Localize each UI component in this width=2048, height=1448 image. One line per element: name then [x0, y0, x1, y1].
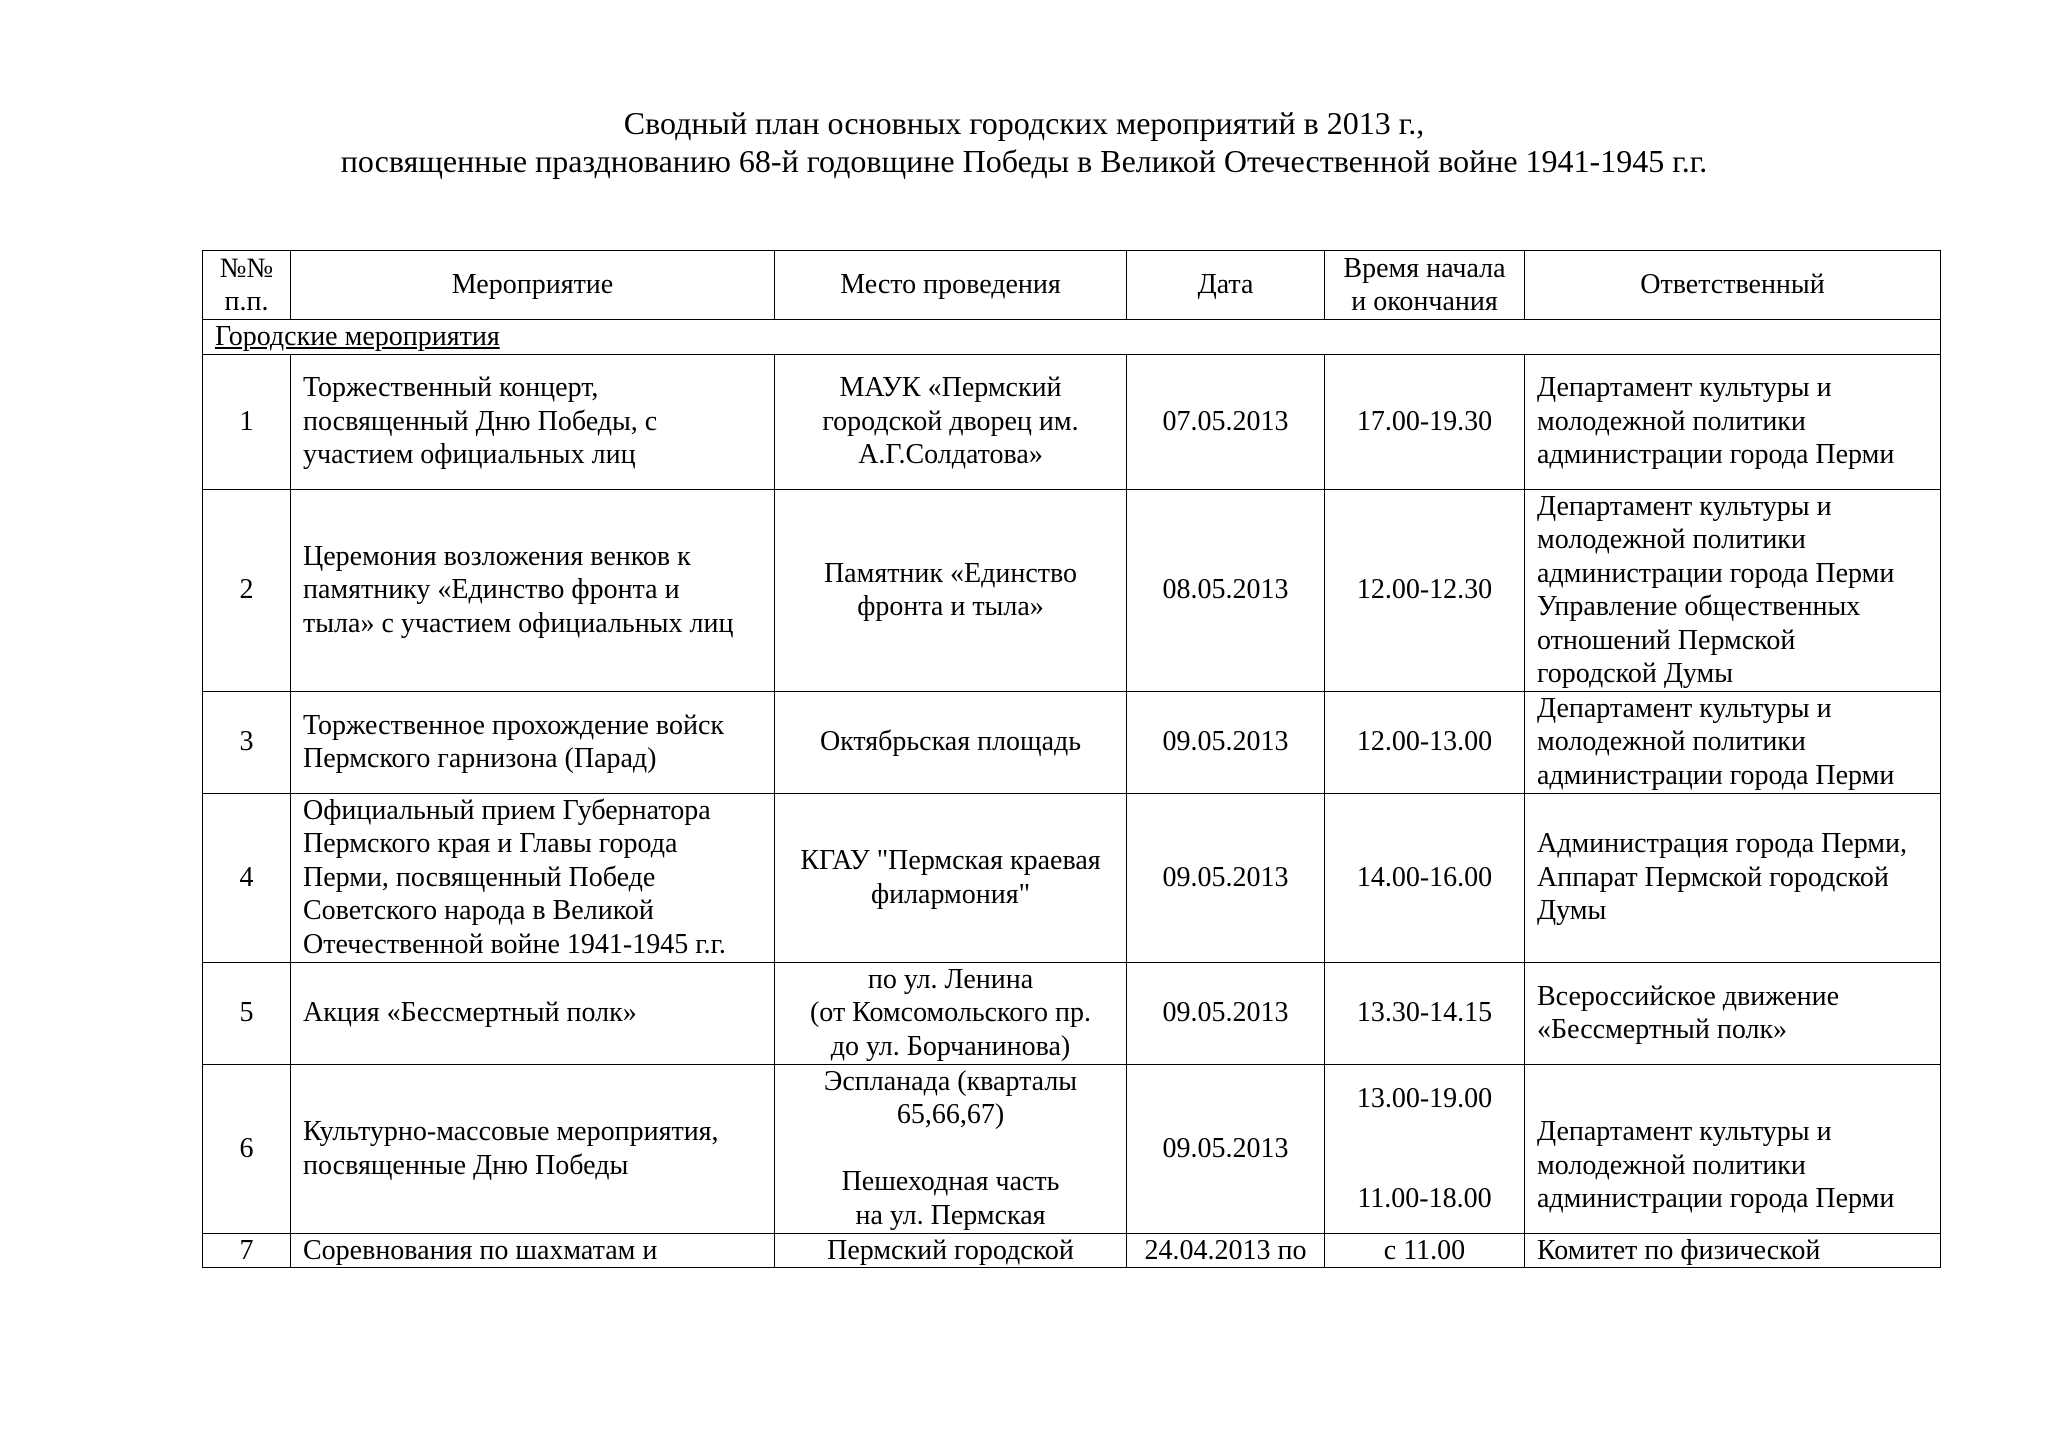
row-responsible — [1525, 1064, 1941, 1233]
row-time: 17.00-19.30 — [1325, 354, 1525, 489]
event-line: Официальный прием Губернатора — [303, 794, 711, 826]
row-responsible — [1525, 1233, 1941, 1268]
responsible-line: молодежной политики — [1537, 1149, 1806, 1181]
time-line: 11.00-18.00 — [1357, 1183, 1492, 1214]
row-date: 09.05.2013 — [1127, 1064, 1325, 1233]
venue-line: Памятник «Единство — [823, 557, 1078, 589]
title-line-2: посвященные празднованию 68-й годовщине Победы в Великой Отечественной войне 1941-1945 г.г. — [340, 143, 1708, 179]
row-number: 3 — [203, 691, 291, 793]
venue-line: Пешеходная часть — [841, 1166, 1060, 1198]
responsible-line: Департамент культуры и — [1537, 692, 1832, 724]
responsible-line: Думы — [1537, 895, 1607, 927]
responsible-line: Комитет по физической — [1537, 1234, 1821, 1266]
event-line: Отечественной войне 1941-1945 г.г. — [303, 928, 726, 960]
row-date: 24.04.2013 по — [1127, 1233, 1325, 1268]
event-line: памятнику «Единство фронта и — [303, 574, 680, 606]
header-number-line1: №№ — [219, 252, 274, 284]
venue-line: на ул. Пермская — [855, 1199, 1046, 1231]
event-line: Культурно-массовые мероприятия, — [303, 1116, 719, 1147]
responsible-line: молодежной политики — [1537, 726, 1806, 758]
header-time — [1325, 251, 1525, 320]
table-row — [203, 1233, 1941, 1268]
responsible-line: администрации города Перми — [1537, 439, 1895, 471]
row-number: 6 — [203, 1064, 291, 1233]
event-line: посвященный Дню Победы, с — [303, 405, 658, 437]
event-line: Пермского гарнизона (Парад) — [303, 743, 657, 774]
row-responsible — [1525, 691, 1941, 793]
row-venue — [775, 354, 1127, 489]
row-time: с 11.00 — [1325, 1233, 1525, 1268]
section-row — [203, 320, 1941, 355]
venue-line: филармония" — [870, 878, 1031, 910]
venue-line: до ул. Борчанинова) — [830, 1030, 1071, 1062]
venue-line: А.Г.Солдатова» — [858, 439, 1043, 471]
responsible-line: Департамент культуры и — [1537, 490, 1832, 522]
venue-line: Пермский городской — [827, 1234, 1074, 1266]
header-venue: Место проведения — [775, 251, 1127, 320]
responsible-line: Всероссийское движение — [1537, 980, 1840, 1012]
row-event — [291, 962, 775, 1064]
venue-gap — [787, 1132, 1114, 1166]
event-line: Перми, посвященный Победе — [303, 861, 656, 893]
row-date: 07.05.2013 — [1127, 354, 1325, 489]
row-number: 7 — [203, 1233, 291, 1268]
responsible-line: молодежной политики — [1537, 405, 1806, 437]
responsible-line: отношений Пермской — [1537, 624, 1796, 656]
section-label: Городские мероприятия — [203, 320, 1941, 355]
row-event — [291, 1064, 775, 1233]
row-number: 5 — [203, 962, 291, 1064]
row-number: 4 — [203, 793, 291, 962]
responsible-line: Департамент культуры и — [1537, 372, 1832, 404]
header-time-line2: и окончания — [1351, 286, 1498, 317]
responsible-line: администрации города Перми — [1537, 1183, 1895, 1214]
responsible-line: Управление общественных — [1537, 591, 1861, 622]
responsible-line: молодежной политики — [1537, 524, 1806, 555]
responsible-line: городской Думы — [1537, 658, 1734, 689]
venue-line: (от Комсомольского пр. — [809, 997, 1092, 1029]
row-time: 12.00-12.30 — [1325, 489, 1525, 691]
event-line: Советского народа в Великой — [303, 895, 654, 927]
event-line: Акция «Бессмертный полк» — [303, 997, 637, 1029]
event-line: участием официальных лиц — [303, 439, 636, 471]
table-row — [203, 1064, 1941, 1233]
row-responsible — [1525, 793, 1941, 962]
row-responsible — [1525, 489, 1941, 691]
venue-line: МАУК «Пермский — [839, 372, 1062, 404]
responsible-gap — [1537, 1082, 1928, 1116]
venue-line: Октябрьская площадь — [819, 726, 1082, 758]
row-venue — [775, 489, 1127, 691]
row-time: 13.30-14.15 — [1325, 962, 1525, 1064]
row-time: 12.00-13.00 — [1325, 691, 1525, 793]
row-date: 09.05.2013 — [1127, 793, 1325, 962]
header-number — [203, 251, 291, 320]
venue-line: фронта и тыла» — [857, 591, 1044, 622]
venue-line: по ул. Ленина — [867, 963, 1034, 995]
row-date: 09.05.2013 — [1127, 691, 1325, 793]
table-row — [203, 793, 1941, 962]
row-date: 09.05.2013 — [1127, 962, 1325, 1064]
row-number: 2 — [203, 489, 291, 691]
table-row — [203, 489, 1941, 691]
responsible-line: администрации города Перми — [1537, 759, 1895, 791]
row-responsible — [1525, 962, 1941, 1064]
event-line: тыла» с участием официальных лиц — [303, 607, 734, 639]
responsible-line: Департамент культуры и — [1537, 1116, 1832, 1147]
row-venue — [775, 793, 1127, 962]
row-event — [291, 1233, 775, 1268]
row-event — [291, 489, 775, 691]
table-row — [203, 691, 1941, 793]
row-event — [291, 691, 775, 793]
row-venue — [775, 1233, 1127, 1268]
header-number-line2: п.п. — [224, 286, 269, 317]
responsible-line: «Бессмертный полк» — [1537, 1014, 1788, 1045]
row-number: 1 — [203, 354, 291, 489]
venue-line: 65,66,67) — [896, 1099, 1005, 1131]
responsible-line: Аппарат Пермской городской — [1537, 861, 1889, 893]
venue-line: городской дворец им. — [822, 405, 1079, 437]
time-line: 13.00-19.00 — [1356, 1082, 1493, 1114]
header-responsible: Ответственный — [1525, 251, 1941, 320]
document-title — [0, 104, 2048, 180]
event-line: Церемония возложения венков к — [303, 540, 691, 572]
event-line: посвященные Дню Победы — [303, 1149, 629, 1181]
responsible-line: администрации города Перми — [1537, 557, 1895, 589]
header-date: Дата — [1127, 251, 1325, 320]
table-row — [203, 962, 1941, 1064]
row-responsible — [1525, 354, 1941, 489]
table-row — [203, 354, 1941, 489]
event-line: Торжественный концерт, — [303, 372, 599, 404]
event-line: Соревнования по шахматам и — [303, 1234, 658, 1266]
row-time — [1325, 1064, 1525, 1233]
event-line: Пермского края и Главы города — [303, 828, 678, 860]
row-venue — [775, 1064, 1127, 1233]
responsible-line: Администрация города Перми, — [1537, 828, 1908, 860]
venue-line: Эспланада (кварталы — [823, 1065, 1078, 1097]
event-line: Торжественное прохождение войск — [303, 709, 724, 741]
title-line-1: Сводный план основных городских мероприятий в 2013 г., — [623, 105, 1425, 141]
row-date: 08.05.2013 — [1127, 489, 1325, 691]
row-event — [291, 354, 775, 489]
events-table — [202, 250, 1941, 1268]
row-venue — [775, 962, 1127, 1064]
row-event — [291, 793, 775, 962]
row-venue — [775, 691, 1127, 793]
table-header-row — [203, 251, 1941, 320]
header-event: Мероприятие — [291, 251, 775, 320]
header-time-line1: Время начала — [1343, 252, 1506, 284]
venue-line: КГАУ "Пермская краевая — [800, 845, 1101, 876]
row-time: 14.00-16.00 — [1325, 793, 1525, 962]
